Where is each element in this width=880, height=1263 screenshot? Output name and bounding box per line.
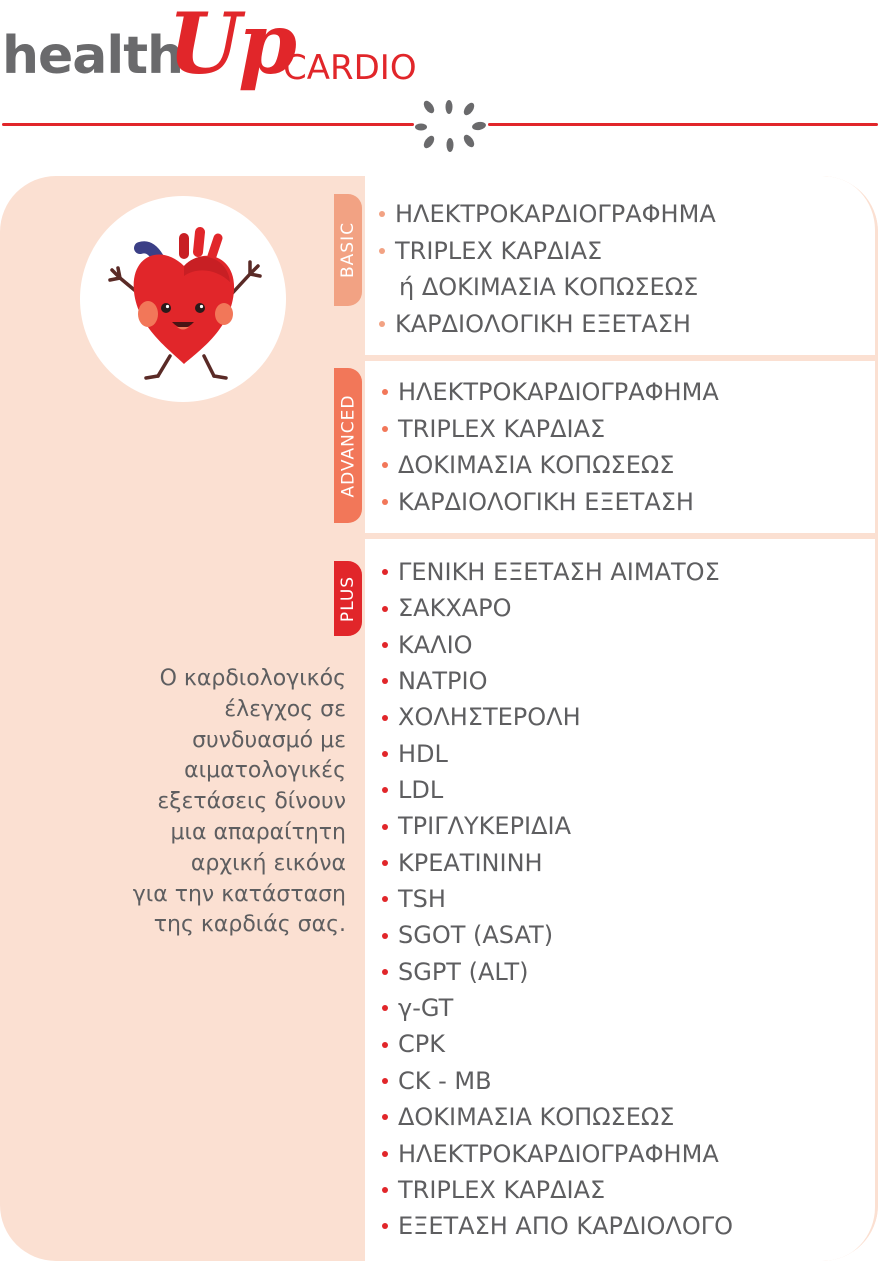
list-item: ΝΑΤΡΙΟ	[380, 663, 733, 699]
tab-plus[interactable]	[334, 561, 362, 636]
heart-illustration	[80, 196, 286, 402]
list-item: ΣΑΚΧΑΡΟ	[380, 590, 733, 626]
tab-advanced-label: ADVANCED	[338, 393, 359, 498]
packages-card	[0, 176, 878, 1261]
list-item: HDL	[380, 736, 733, 772]
header-divider-left	[2, 123, 414, 126]
tab-advanced[interactable]	[334, 368, 362, 523]
tab-basic-label: BASIC	[338, 222, 358, 278]
brand-up-text: Up	[168, 0, 294, 93]
list-item: CK - MB	[380, 1063, 733, 1099]
heart-mascot-icon	[100, 218, 266, 382]
list-item: ΔΟΚΙΜΑΣΙΑ ΚΟΠΩΣΕΩΣ	[380, 1099, 733, 1135]
list-item: ΚΑΡΔΙΟΛΟΓΙΚΗ ΕΞΕΤΑΣΗ	[380, 484, 719, 521]
list-item: ΗΛΕΚΤΡΟΚΑΡΔΙΟΓΡΑΦΗΜΑ	[380, 1136, 733, 1172]
list-item: ΗΛΕΚΤΡΟΚΑΡΔΙΟΓΡΑΦΗΜΑ	[377, 196, 716, 233]
brand-cardio-text: CARDIO	[283, 48, 417, 88]
list-item: ΚΡΕΑΤΙΝΙΝΗ	[380, 845, 733, 881]
list-item: TSH	[380, 881, 733, 917]
header	[0, 0, 880, 160]
list-item: ΤΡΙΓΛΥΚΕΡΙΔΙΑ	[380, 808, 733, 844]
basic-items-list	[377, 196, 716, 342]
list-item: ΓΕΝΙΚΗ ΕΞΕΤΑΣΗ ΑΙΜΑΤΟΣ	[380, 554, 733, 590]
list-item: ΚΑΛΙΟ	[380, 627, 733, 663]
header-divider-right	[488, 123, 878, 126]
list-item: SGPT (ALT)	[380, 954, 733, 990]
brand-health-text: health	[2, 26, 184, 86]
tab-plus-label: PLUS	[338, 575, 358, 622]
description-text: Ο καρδιολογικός έλεγχος σε συνδυασμό με αιματολογικές εξετάσεις δίνουν μια απαραίτητη αρχική εικόνα για την κατάσταση της καρδιάς σας.	[132, 666, 346, 938]
list-item: ΚΑΡΔΙΟΛΟΓΙΚΗ ΕΞΕΤΑΣΗ	[377, 306, 716, 343]
list-item: ΧΟΛΗΣΤΕΡΟΛΗ	[380, 699, 733, 735]
list-item: CPK	[380, 1026, 733, 1062]
list-item: TRIPLEX ΚΑΡΔΙΑΣ	[377, 233, 716, 270]
tab-basic[interactable]	[334, 194, 362, 306]
list-item: TRIPLEX ΚΑΡΔΙΑΣ	[380, 1172, 733, 1208]
plus-items-list	[380, 554, 733, 1245]
list-item: ΔΟΚΙΜΑΣΙΑ ΚΟΠΩΣΕΩΣ	[380, 447, 719, 484]
list-item: ΕΞΕΤΑΣΗ ΑΠΟ ΚΑΡΔΙΟΛΟΓΟ	[380, 1208, 733, 1244]
list-item: ΗΛΕΚΤΡΟΚΑΡΔΙΟΓΡΑΦΗΜΑ	[380, 374, 719, 411]
list-item: γ-GT	[380, 990, 733, 1026]
list-item: ή ΔΟΚΙΜΑΣΙΑ ΚΟΠΩΣΕΩΣ	[399, 273, 699, 301]
list-item: SGOT (ASAT)	[380, 917, 733, 953]
list-item: TRIPLEX ΚΑΡΔΙΑΣ	[380, 411, 719, 448]
splash-icon	[415, 97, 487, 155]
advanced-items-list	[380, 374, 719, 520]
list-item: LDL	[380, 772, 733, 808]
